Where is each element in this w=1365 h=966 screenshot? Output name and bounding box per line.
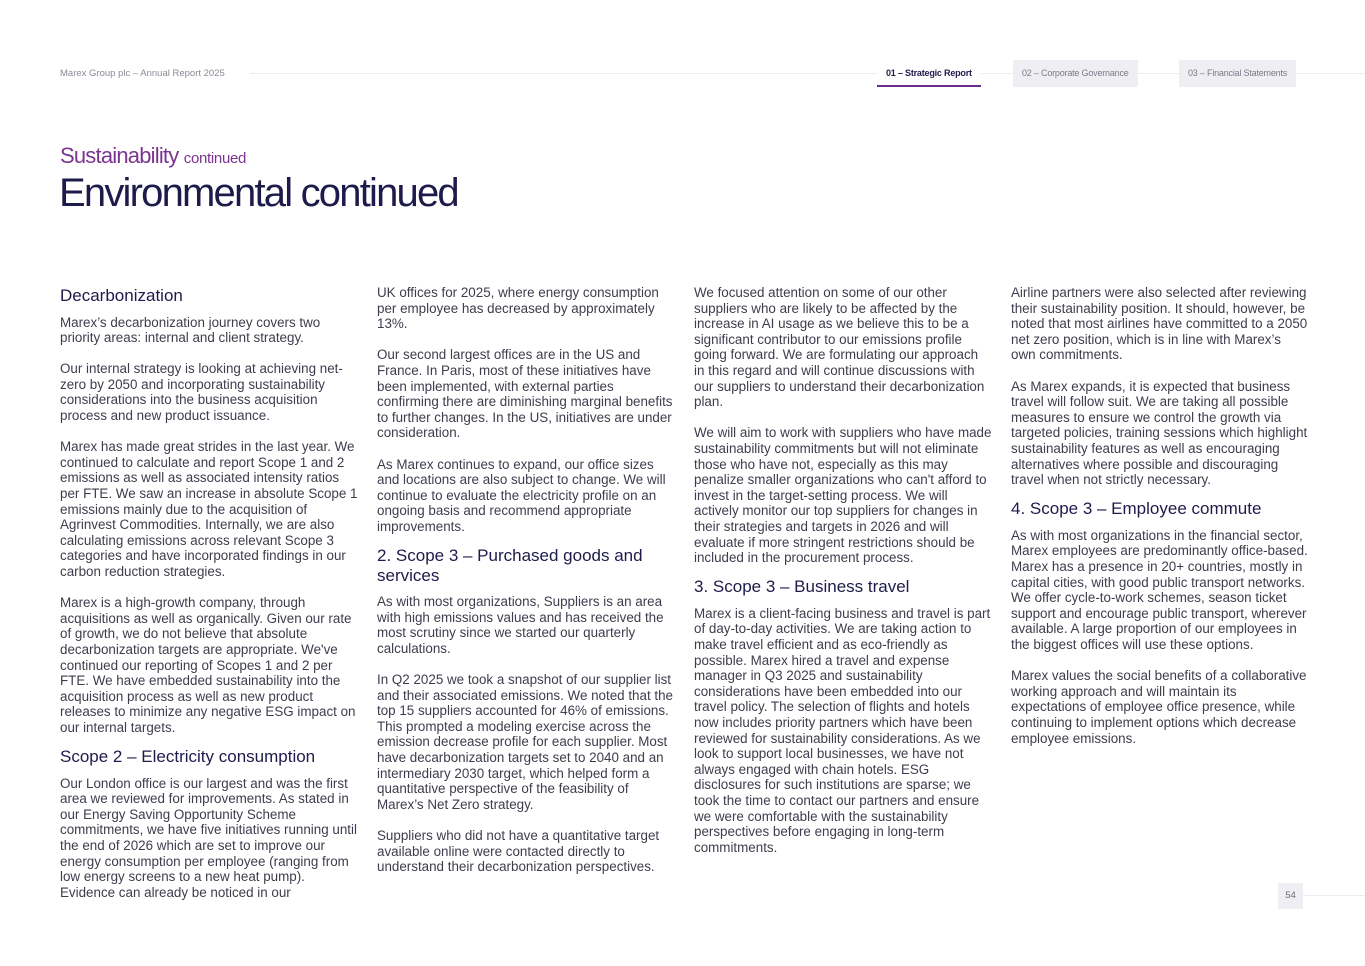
body-paragraph: Our London office is our largest and was the first area we reviewed for improvements. As stated in our Energy Saving Opportunity Scheme commitments, we have five initiatives running until the end of 2026 which are set to improve our energy consumption per employee (ranging from low energy screens to a new heat pump). Evidence can already be noticed in our xyxy=(60,775,357,900)
page-title: Environmental continued xyxy=(59,171,458,215)
page-number: 54 xyxy=(1278,883,1303,909)
column-4 xyxy=(1011,285,1309,762)
section-kicker xyxy=(60,143,246,169)
body-paragraph: Marex has made great strides in the last year. We continued to calculate and report Scope 1 and 2 emissions as well as associated intensity ratios per FTE. We saw an increase in absolute Scope 1 emissions mainly due to the acquisition of Agrinvest Commodities. Internally, we are also calculating emissions across relevant Scope 3 categories and have incorporated findings in our carbon reduction strategies. xyxy=(60,439,358,579)
section-heading: 3. Scope 3 – Business travel xyxy=(694,577,910,597)
kicker-text: Sustainability xyxy=(60,143,179,168)
section-heading: 4. Scope 3 – Employee commute xyxy=(1011,499,1262,519)
tab-corporate-governance[interactable]: 02 – Corporate Governance xyxy=(1013,60,1138,87)
column-2 xyxy=(377,285,675,890)
document-title: Marex Group plc – Annual Report 2025 xyxy=(60,68,233,79)
body-paragraph: Marex’s decarbonization journey covers two priority areas: internal and client strategy. xyxy=(60,314,321,346)
body-paragraph: Marex is a high-growth company, through acquisitions as well as organically. Given our rate of growth, we do not believe that absolute decarbonization targets are appropriate. We've continued our reporting of Scopes 1 and 2 per FTE. We have embedded sustainability into the acquisition process as well as new product releases to minimize any negative ESG impact on our internal targets. xyxy=(60,595,356,735)
body-paragraph: UK offices for 2025, where energy consumption per employee has decreased by approximately 13%. xyxy=(377,285,659,332)
footer-rule xyxy=(1303,895,1365,896)
section-heading: Scope 2 – Electricity consumption xyxy=(60,747,316,767)
body-paragraph: As with most organizations, Suppliers is an area with high emissions values and has received the most scrutiny since we started our quarterly calculations. xyxy=(377,594,664,656)
body-paragraph: In Q2 2025 we took a snapshot of our supplier list and their associated emissions. We noted that the top 15 suppliers accounted for 46% of emissions. This prompted a modeling exercise across the emission decrease profile for each supplier. Most have decarbonization targets set to 2040 and an intermediary 2030 target, which helped form a quantitative perspective of the feasibility of Marex’s Net Zero strategy. xyxy=(377,672,674,812)
body-paragraph: Marex is a client-facing business and travel is part of day-to-day activities. We are taking action to make travel efficient and as eco-friendly as possible. Marex hired a travel and expense manager in Q3 2025 and sustainability considerations have been embedded into our travel policy. The selection of flights and hotels now includes priority partners which have been reviewed for sustainability considerations. As we look to support local businesses, we have not always engaged with chain hotels. ESG disclosures for such institutions are sparse; we took the time to contact our partners and ensure we were comfortable with the sustainability perspectives before engaging in long-term commitments. xyxy=(694,605,991,855)
section-heading: 2. Scope 3 – Purchased goods and services xyxy=(377,546,643,585)
body-paragraph: As Marex continues to expand, our office sizes and locations are also subject to change. We will continue to evaluate the electricity profile on an ongoing basis and recommend appropriate improvements. xyxy=(377,456,666,534)
body-paragraph: Suppliers who did not have a quantitative target available online were contacted directly to understand their decarbonization perspectives. xyxy=(377,828,660,875)
column-1 xyxy=(60,286,358,916)
column-3 xyxy=(694,285,992,871)
body-paragraph: We focused attention on some of our other suppliers who are likely to be affected by the increase in AI usage as we believe this to be a significant contributor to our emissions profile going forward. We are formulating our approach in this regard and will continue discussions with our suppliers to understand their decarbonization plan. xyxy=(694,285,985,410)
tab-strategic-report[interactable]: 01 – Strategic Report xyxy=(877,60,981,87)
body-paragraph: Our internal strategy is looking at achieving net-zero by 2050 and incorporating sustainability considerations into the business acquisition process and new product issuance. xyxy=(60,361,343,424)
body-paragraph: As with most organizations in the financial sector, Marex employees are predominantly office-based. Marex has a presence in 20+ countries, mostly in capital cities, with good public transport networks. We offer cycle-to-work schemes, season ticket support and encourage public transport, wherever available. A large proportion of our employees in the biggest offices will use these options. xyxy=(1011,527,1308,652)
body-paragraph: As Marex expands, it is expected that business travel will follow suit. We are taking all possible measures to ensure we control the growth via targeted policies, training sessions which highlight sustainability features as well as encouraging alternatives where possible and discouraging travel when not strictly necessary. xyxy=(1011,378,1308,488)
body-paragraph: Our second largest offices are in the US and France. In Paris, most of these initiatives have been implemented, with external parties confirming there are diminishing marginal benefits to further changes. In the US, initiatives are under consideration. xyxy=(377,347,673,441)
body-paragraph: Airline partners were also selected after reviewing their sustainability position. It should, however, be noted that most airlines have committed to a 2050 net zero position, which is in line with Marex’s own commitments. xyxy=(1011,285,1308,363)
body-paragraph: Marex values the social benefits of a collaborative working approach and will maintain its expectations of employee office presence, while continuing to implement options which decrease employee emissions. xyxy=(1011,668,1307,746)
body-paragraph: We will aim to work with suppliers who have made sustainability commitments but will not eliminate those who have not, especially as this may penalize smaller organizations who can't afford to invest in the target-setting process. We will actively monitor our top suppliers for changes in their strategies and targets in 2026 and will evaluate if more stringent restrictions should be included in the procurement process. xyxy=(694,425,992,566)
tab-financial-statements[interactable]: 03 – Financial Statements xyxy=(1179,60,1296,87)
kicker-suffix: continued xyxy=(183,150,247,167)
section-heading: Decarbonization xyxy=(60,286,183,305)
